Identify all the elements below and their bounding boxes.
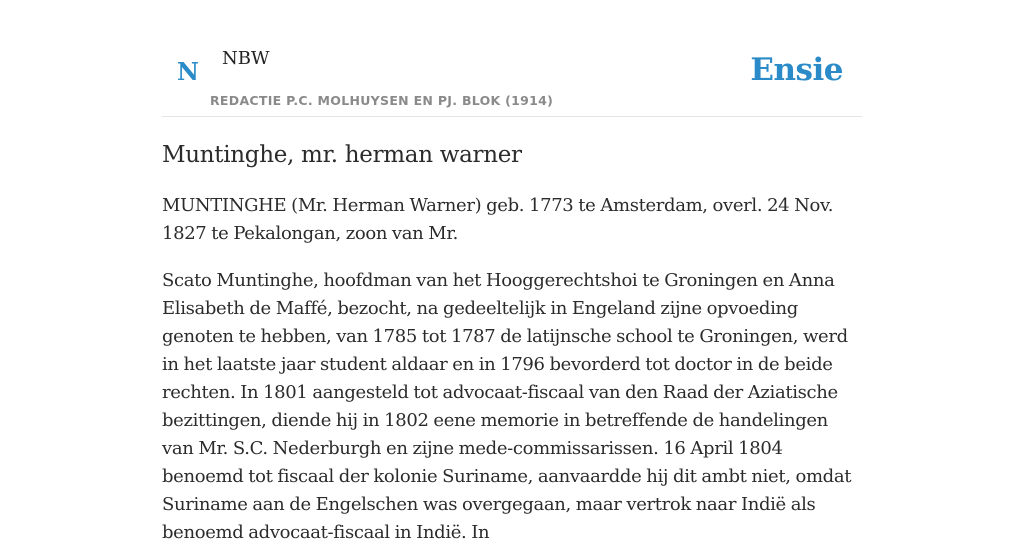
ensie-logo[interactable]: Ensie [750,52,843,88]
source-name-link[interactable]: NBW [222,48,270,69]
article-paragraph: MUNTINGHE (Mr. Herman Warner) geb. 1773 te Amsterdam, overl. 24 Nov. 1827 te Pekalongan, zoon van Mr. [162,195,834,244]
source-header [162,40,862,117]
article-body [162,138,862,547]
source-logo[interactable]: N [177,57,199,86]
source-editors: REDACTIE P.C. MOLHUYSEN EN PJ. BLOK (1914) [210,93,554,108]
article-title: Muntinghe, mr. herman warner [162,142,522,168]
article-paragraph: Scato Muntinghe, hoofdman van het Hooggerechtshoi te Groningen en Anna Elisabeth de Maffé, bezocht, na gedeeltelijk in Engeland zijne opvoeding genoten te hebben, van 1785 tot 1787 de latijnsche school te Groningen, werd in het laatste jaar student aldaar en in 1796 bevorderd tot doctor in de beide rechten. In 1801 aangesteld tot advocaat-fiscaal van den Raad der Aziatische bezittingen, diende hij in 1802 eene memorie in betreffende de handelingen van Mr. S.C. Nederburgh en zijne mede-commissarissen. 16 April 1804 benoemd tot fiscaal der kolonie Suriname, aanvaardde hij dit ambt niet, omdat Suriname aan de Engelschen was overgegaan, maar vertrok naar Indië als benoemd advocaat-fiscaal in Indië. In [162,270,852,543]
